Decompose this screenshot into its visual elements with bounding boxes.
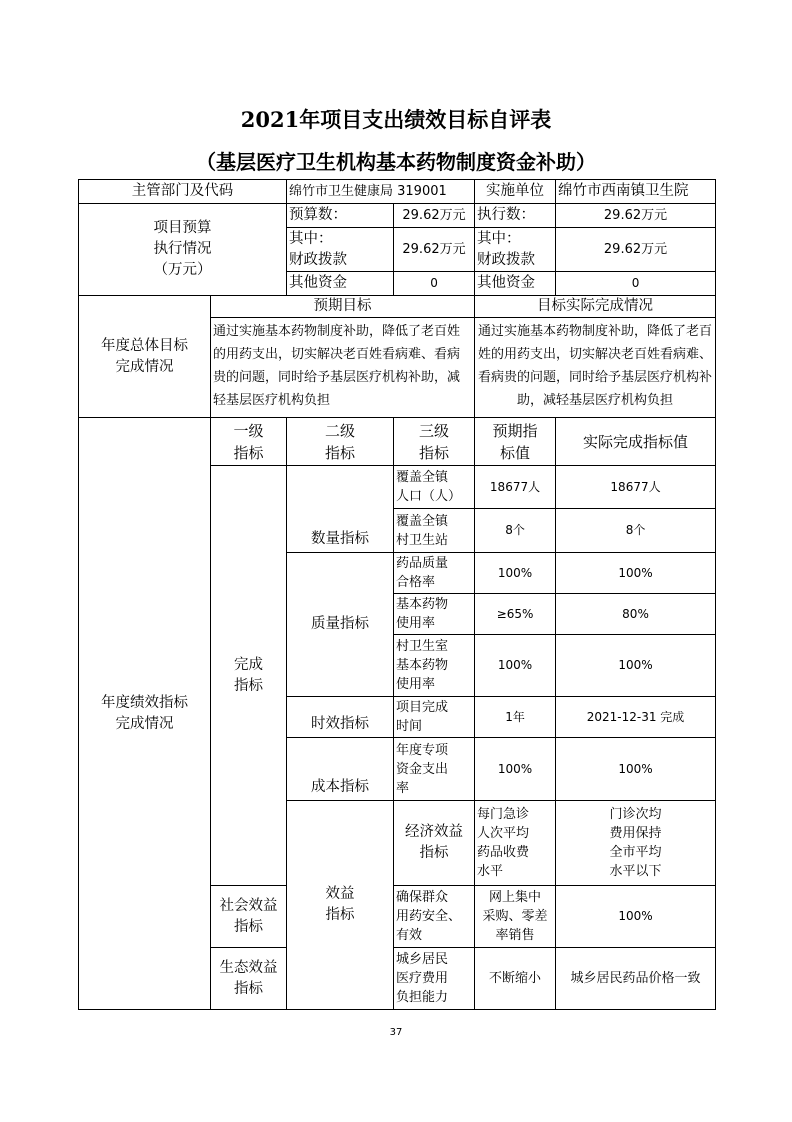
budget-label-line: 执行情况 [153, 241, 212, 257]
expected-line: 全市平均 [609, 845, 662, 860]
level3-cell [475, 801, 556, 886]
col-header-actual: 实际完成指标值 [556, 418, 716, 466]
expected-value [475, 886, 556, 948]
level3-cell [394, 635, 475, 697]
expected-goal-text: 通过实施基本药物制度补助，降低了老百姓的用药支出，切实解决老百姓看病难、看病贵的问题，同时给予基层医疗机构补助，减轻基层医疗机构负担 [211, 318, 475, 418]
benefit-indicator-label [287, 801, 394, 1010]
expected-line: 水平以下 [609, 864, 662, 879]
level3-line: 基本药物 [396, 658, 449, 673]
dept-value: 绵竹市卫生健康局 319001 [287, 180, 475, 204]
annual-goal-label [79, 296, 211, 418]
level3-cell [394, 738, 475, 801]
expected-value [556, 801, 716, 886]
social-indicator-label [211, 886, 287, 948]
actual-value: 18677人 [556, 466, 716, 509]
expected-line: 门诊次均 [609, 807, 662, 822]
page-subtitle: （基层医疗卫生机构基本药物制度资金补助） [196, 150, 596, 174]
col-header-expected [475, 418, 556, 466]
actual-value: 城乡居民药品价格一致 [556, 948, 716, 1010]
level3-line: 医疗费用 [396, 971, 449, 986]
actual-value: 100% [556, 635, 716, 697]
level3-line: 负担能力 [396, 990, 449, 1005]
page-number: 37 [389, 1027, 403, 1038]
performance-label-line: 年度绩效指标 [101, 694, 188, 711]
budget-label-line: （万元） [153, 262, 212, 278]
expected-line: 费用保持 [609, 826, 662, 841]
unit-value: 绵竹市西南镇卫生院 [556, 180, 716, 204]
completion-indicator-label [211, 466, 287, 886]
cost-indicator-label: 成本指标 [287, 738, 394, 801]
col-header-level1 [211, 418, 287, 466]
actual-value: 100% [556, 553, 716, 594]
other-funds-exec: 0 [556, 272, 716, 296]
expected-value: 8个 [475, 509, 556, 553]
level3-cell [394, 509, 475, 553]
performance-label-line: 完成情况 [115, 715, 174, 732]
level3-cell [394, 697, 475, 738]
fiscal-label-line: 财政拨款 [477, 251, 536, 268]
annual-goal-label-line: 年度总体目标 [101, 337, 188, 354]
expected-value: 不断缩小 [475, 948, 556, 1010]
timeliness-indicator-label: 时效指标 [287, 697, 394, 738]
col-header-line: 预期指 [492, 421, 538, 440]
level3-line: 药品收费 [477, 845, 530, 860]
budget-label-line: 项目预算 [153, 220, 212, 236]
level3-line: 人口（人） [396, 489, 462, 504]
completion-label-line: 完成 [234, 656, 263, 673]
budget-amount-value: 29.62万元 [394, 204, 475, 228]
level3-line: 使用率 [396, 677, 436, 692]
self-evaluation-table [78, 179, 716, 1010]
level3-line: 合格率 [396, 575, 436, 590]
level3-line: 村卫生室 [396, 639, 449, 654]
exec-amount-value: 29.62万元 [556, 204, 716, 228]
quantity-indicator-label: 数量指标 [287, 466, 394, 553]
level3-line: 基本药物 [396, 597, 449, 612]
col-header-level2 [287, 418, 394, 466]
economic-label-line: 经济效益 [405, 824, 463, 840]
other-funds-budget: 0 [394, 272, 475, 296]
ecological-label-line: 生态效益 [219, 959, 278, 976]
expected-value: 1年 [475, 697, 556, 738]
level3-cell [394, 466, 475, 509]
dept-row [79, 180, 716, 204]
other-funds-label: 其他资金 [287, 272, 394, 296]
expected-value: 100% [475, 635, 556, 697]
page-title: 2021年项目支出绩效目标自评表 [240, 107, 552, 132]
other-funds-label-exec: 其他资金 [475, 272, 556, 296]
performance-label [79, 418, 211, 1010]
economic-label-line: 指标 [419, 845, 449, 861]
col-header-line: 二级 [324, 421, 355, 440]
actual-goal-header: 目标实际完成情况 [475, 296, 716, 318]
level3-cell [394, 886, 475, 948]
budget-label [79, 204, 287, 296]
actual-value: 80% [556, 594, 716, 635]
fiscal-label-line: 其中： [477, 230, 521, 247]
fiscal-label-line: 财政拨款 [289, 251, 347, 268]
level3-line: 年度专项 [396, 742, 449, 758]
expected-value: 100% [475, 553, 556, 594]
col-header-line: 标值 [500, 443, 531, 462]
level3-cell [394, 948, 475, 1010]
expected-value: ≥65% [475, 594, 556, 635]
level3-line: 用药安全、 [396, 909, 462, 924]
actual-value: 8个 [556, 509, 716, 553]
economic-indicator-label [394, 801, 475, 886]
actual-goal-text: 通过实施基本药物制度补助，降低了老百姓的用药支出，切实解决老百姓看病难、看病贵的问题，同时给予基层医疗机构补助，减轻基层医疗机构负担 [475, 318, 716, 418]
col-header-line: 三级 [419, 421, 450, 440]
col-header-line: 指标 [419, 443, 450, 462]
level3-line: 时间 [396, 719, 423, 734]
benefit-label-line: 指标 [325, 907, 355, 923]
expected-line: 网上集中 [489, 890, 542, 905]
level3-line: 覆盖全镇 [396, 513, 449, 529]
level3-line: 率 [396, 780, 410, 796]
level3-line: 人次平均 [477, 826, 530, 841]
level3-line: 城乡居民 [396, 952, 449, 967]
expected-value: 100% [475, 738, 556, 801]
col-header-line: 指标 [233, 443, 264, 462]
actual-value: 100% [556, 738, 716, 801]
annual-goal-label-line: 完成情况 [115, 358, 174, 375]
level3-line: 项目完成 [396, 700, 449, 715]
level3-line: 覆盖全镇 [396, 470, 449, 485]
expected-goal-header: 预期目标 [211, 296, 475, 318]
social-label-line: 社会效益 [219, 897, 278, 914]
unit-label: 实施单位 [475, 180, 556, 204]
budget-amount-label: 预算数： [287, 204, 394, 228]
fiscal-exec-value: 29.62万元 [556, 228, 716, 272]
level3-line: 使用率 [396, 616, 436, 631]
col-header-line: 指标 [324, 443, 355, 462]
level3-cell [394, 553, 475, 594]
fiscal-label-line: 其中： [289, 230, 333, 247]
expected-line: 率销售 [495, 928, 535, 943]
fiscal-label [287, 228, 394, 272]
completion-label-line: 指标 [234, 677, 263, 694]
quality-indicator-label: 质量指标 [287, 553, 394, 697]
level3-line: 水平 [477, 864, 504, 879]
expected-line: 采购、零差 [482, 909, 548, 924]
ecological-label-line: 指标 [234, 980, 263, 997]
level3-line: 村卫生站 [396, 532, 449, 548]
col-header-level3 [394, 418, 475, 466]
fiscal-budget-value: 29.62万元 [394, 228, 475, 272]
level3-cell [394, 594, 475, 635]
level3-line: 有效 [396, 928, 423, 943]
level3-line: 确保群众 [396, 890, 449, 905]
level3-line: 药品质量 [396, 556, 449, 571]
ecological-indicator-label [211, 948, 287, 1010]
actual-value: 100% [556, 886, 716, 948]
level3-line: 每门急诊 [477, 807, 530, 822]
dept-label: 主管部门及代码 [79, 180, 287, 204]
exec-amount-label: 执行数： [475, 204, 556, 228]
social-label-line: 指标 [234, 918, 263, 935]
actual-value: 2021-12-31 完成 [556, 697, 716, 738]
expected-value: 18677人 [475, 466, 556, 509]
fiscal-label-exec [475, 228, 556, 272]
benefit-label-line: 效益 [325, 886, 355, 902]
col-header-line: 一级 [233, 421, 264, 440]
level3-line: 资金支出 [396, 761, 449, 777]
